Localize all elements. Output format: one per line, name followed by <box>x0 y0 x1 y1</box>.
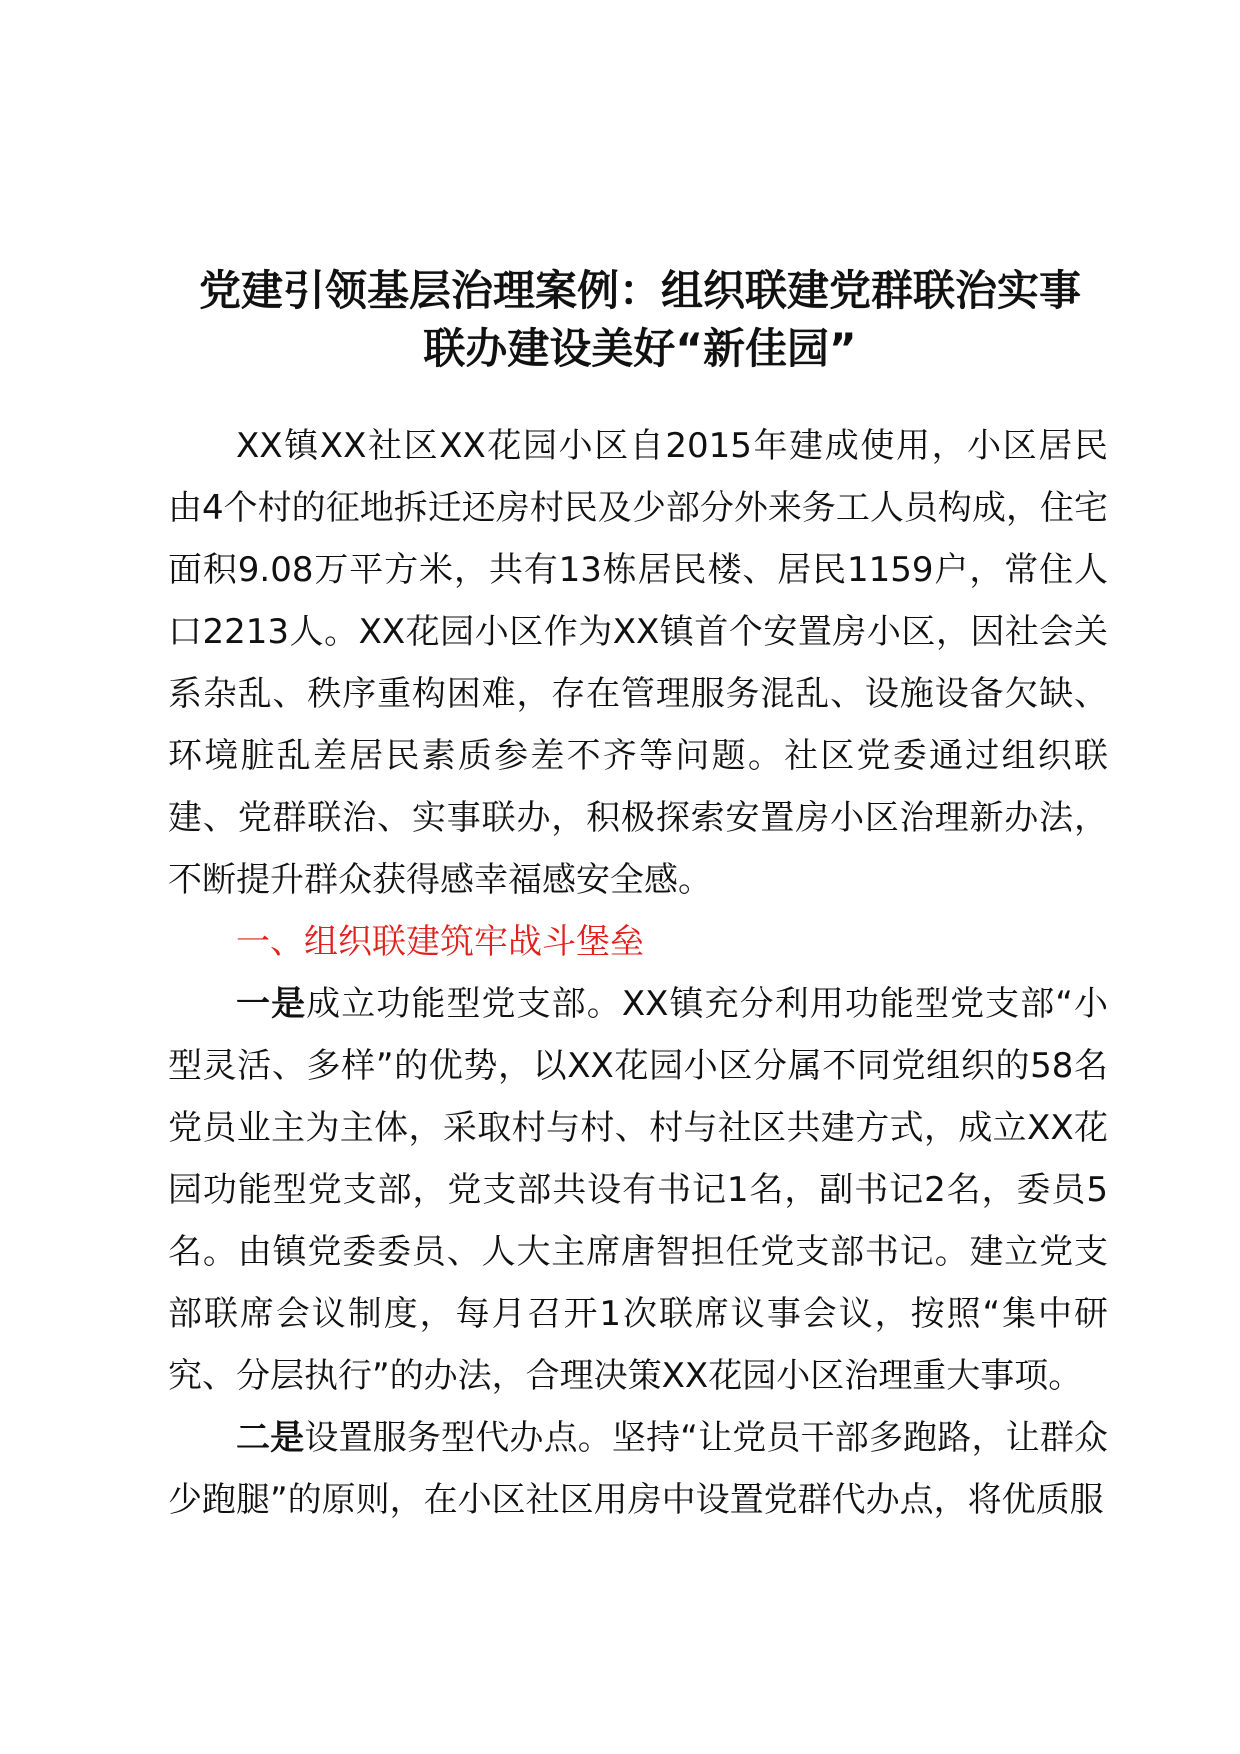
item-text-2: 设置服务型代办点。坚持“让党员干部多跑路，让群众少跑腿”的原则，在小区社区用房中设置党群代办点，将优质服 <box>168 1418 1108 1520</box>
section-heading: 一、组织联建筑牢战斗堡垒 <box>236 922 644 962</box>
item-paragraph-1 <box>168 973 1108 1407</box>
document-title <box>150 262 1130 378</box>
item-text-1: 成立功能型党支部。XX镇充分利用功能型党支部“小型灵活、多样”的优势，以XX花园小区分属不同党组织的58名党员业主为主体，采取村与村、村与社区共建方式，成立XX花园功能型党支部，党支部共设有书记1名，副书记2名，委员5名。由镇党委委员、人大主席唐智担任党支部书记。建立党支部联席会议制度，每月召开1次联席议事会议，按照“集中研究、分层执行”的办法，合理决策XX花园小区治理重大事项。 <box>168 984 1108 1396</box>
item-lead-2: 二是 <box>236 1418 305 1458</box>
intro-paragraph: XX镇XX社区XX花园小区自2015年建成使用，小区居民由4个村的征地拆迁还房村民及少部分外来务工人员构成，住宅面积9.08万平方米，共有13栋居民楼、居民1159户，常住人口2213人。XX花园小区作为XX镇首个安置房小区，因社会关系杂乱、秩序重构困难，存在管理服务混乱、设施设备欠缺、环境脏乱差居民素质参差不齐等问题。社区党委通过组织联建、党群联治、实事联办，积极探索安置房小区治理新办法，不断提升群众获得感幸福感安全感。 <box>168 426 1108 900</box>
title-line-2: 联办建设美好“新佳园” <box>423 324 857 373</box>
title-line-1: 党建引领基层治理案例：组织联建党群联治实事 <box>198 266 1081 315</box>
item-lead-1: 一是 <box>236 984 307 1024</box>
item-paragraph-2 <box>168 1407 1108 1531</box>
document-body <box>168 415 1108 1531</box>
